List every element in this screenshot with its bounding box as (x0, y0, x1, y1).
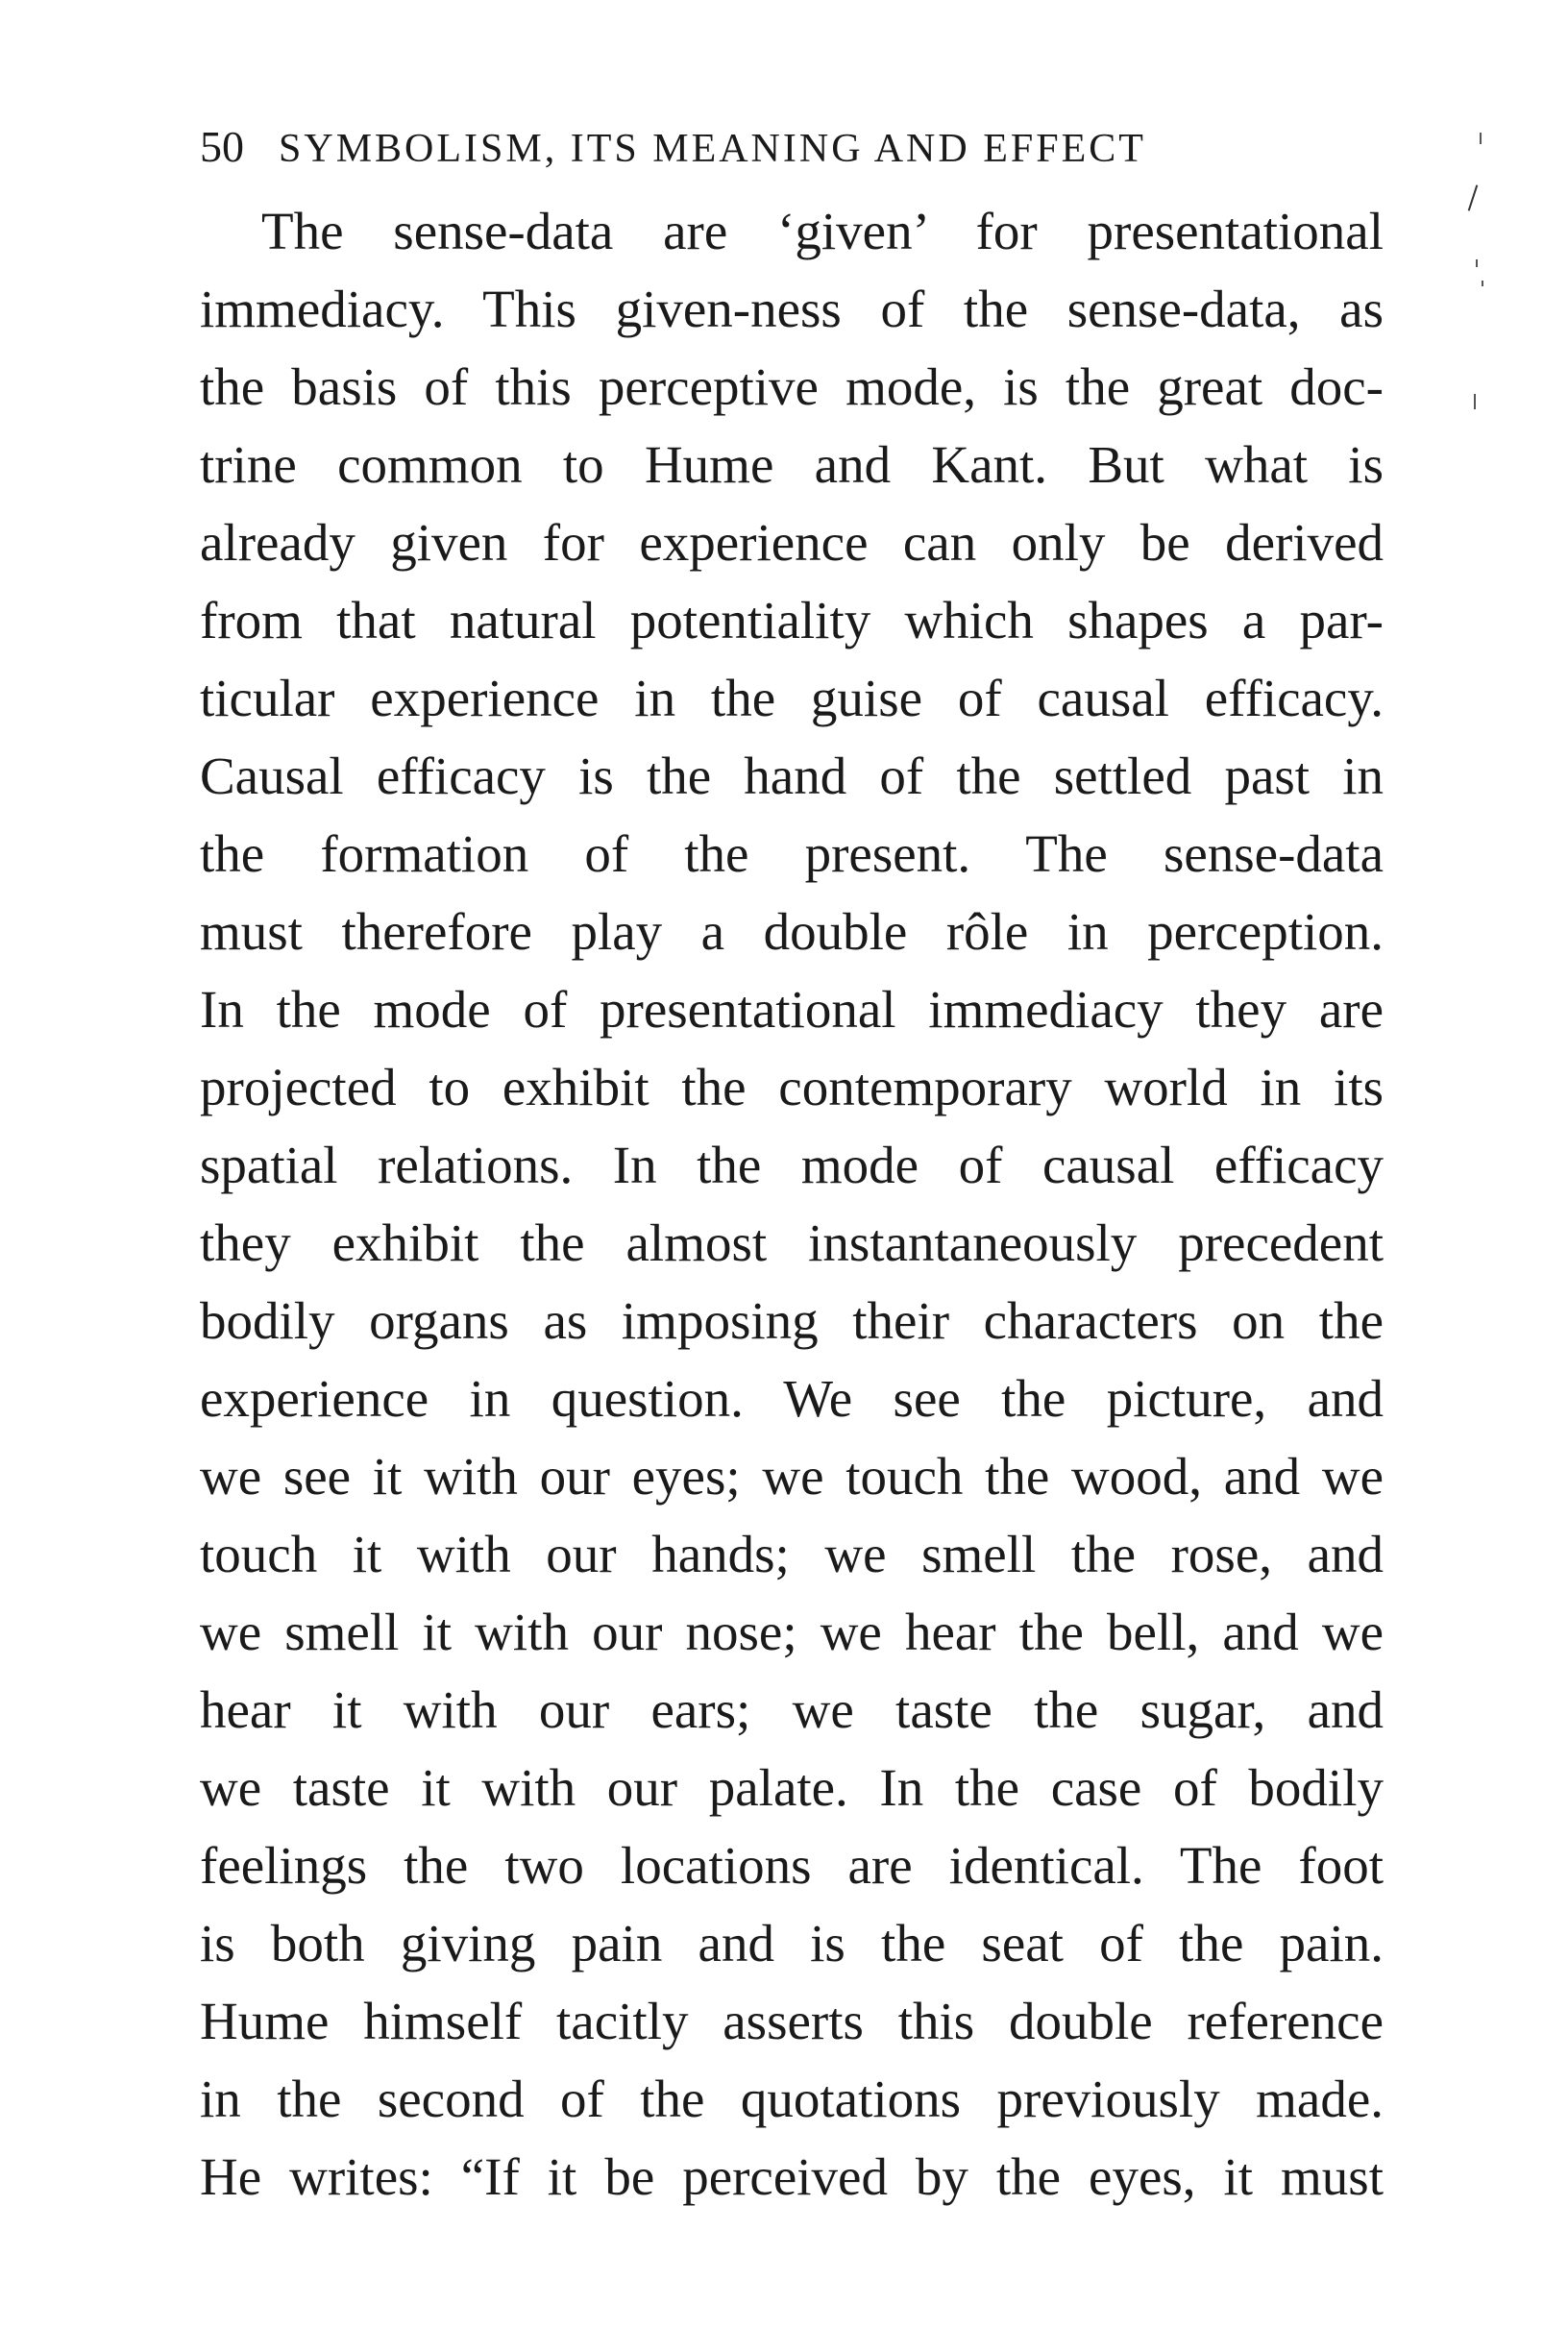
running-head (200, 113, 1247, 181)
text-line: spatial relations. In the mode of causal efficacy (200, 1136, 1384, 1194)
text-line: in the second of the quotations previously made. (200, 2070, 1384, 2128)
text-line: trine common to Hume and Kant. But what is (200, 435, 1384, 494)
margin-mark (1468, 184, 1479, 210)
page-number: 50 (200, 122, 244, 171)
text-line: hear it with our ears; we taste the sugar, and (200, 1680, 1384, 1739)
margin-mark (1480, 133, 1482, 144)
text-line: Hume himself tacitly asserts this double reference (200, 1992, 1384, 2050)
text-line: we see it with our eyes; we touch the wood, and we (200, 1447, 1384, 1506)
text-line: ticular experience in the guise of causal efficacy. (200, 669, 1384, 727)
text-line: the formation of the present. The sense-data (200, 824, 1384, 883)
text-line: the basis of this perceptive mode, is the great doc- (200, 357, 1384, 416)
margin-mark (1482, 281, 1483, 286)
text-line: already given for experience can only be derived (200, 513, 1384, 572)
text-line: is both giving pain and is the seat of the pain. (200, 1914, 1384, 1972)
text-line: He writes: “If it be perceived by the eyes, it must (200, 2147, 1384, 2206)
running-title: SYMBOLISM, ITS MEANING AND EFFECT (279, 127, 1146, 171)
text-line: Causal efficacy is the hand of the settled past in (200, 747, 1384, 805)
text-line: In the mode of presentational immediacy they are (200, 980, 1384, 1039)
text-line: touch it with our hands; we smell the rose, and (200, 1525, 1384, 1583)
text-line: bodily organs as imposing their characters on the (200, 1291, 1384, 1350)
text-line: feelings the two locations are identical. The foot (200, 1836, 1384, 1895)
text-line: from that natural potentiality which shapes a par- (200, 591, 1384, 649)
text-line: immediacy. This given-ness of the sense-data, as (200, 280, 1384, 338)
margin-mark (1474, 394, 1476, 409)
text-line: experience in question. We see the picture, and (200, 1369, 1384, 1428)
text-line: they exhibit the almost instantaneously precedent (200, 1213, 1384, 1272)
margin-mark (1476, 259, 1478, 267)
text-line: we taste it with our palate. In the case of bodily (200, 1758, 1384, 1817)
text-line: projected to exhibit the contemporary world in its (200, 1058, 1384, 1116)
margin-marks (1458, 115, 1497, 432)
body-text (200, 192, 1384, 2216)
text-line: we smell it with our nose; we hear the bell, and we (200, 1603, 1384, 1661)
text-line: must therefore play a double rôle in perception. (200, 902, 1384, 961)
text-line: The sense-data are ‘given’ for presentational (261, 202, 1384, 260)
